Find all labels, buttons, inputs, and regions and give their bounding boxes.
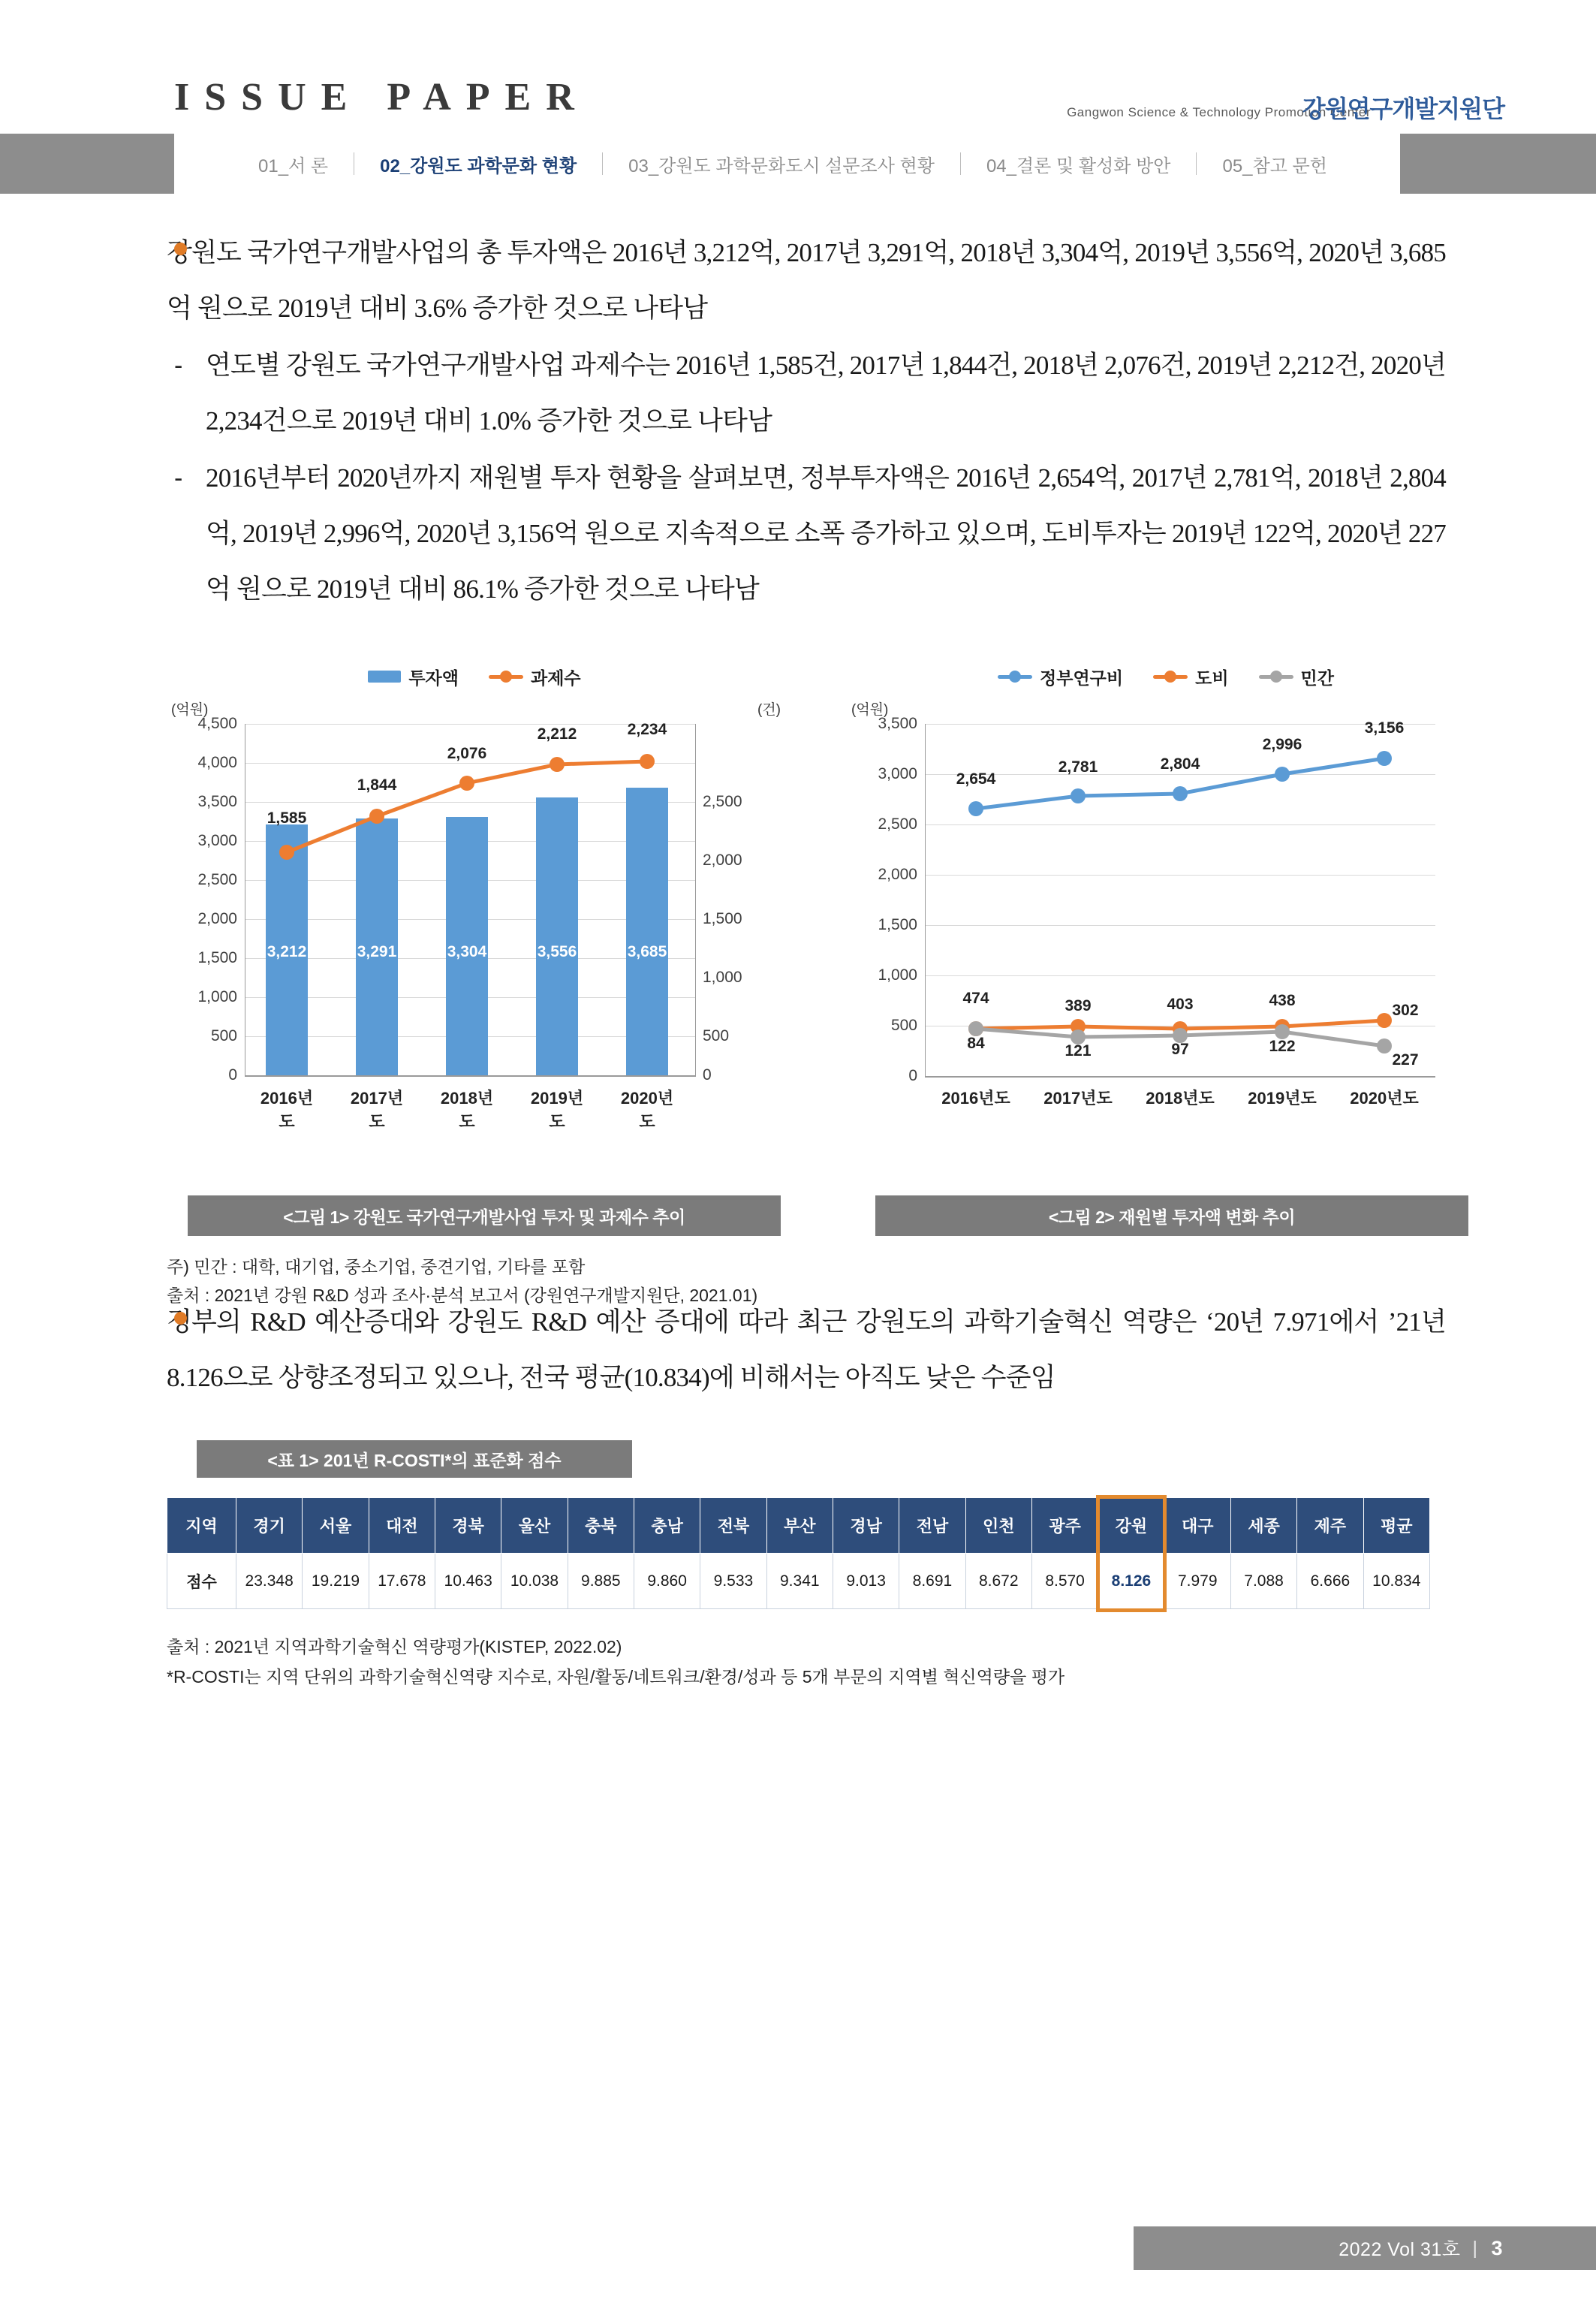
legend-line-swatch bbox=[1153, 675, 1188, 679]
legend-label: 과제수 bbox=[531, 668, 581, 688]
table-header-row bbox=[167, 1498, 1430, 1554]
province-value-label: 121 bbox=[1065, 1042, 1092, 1060]
figure-1-caption: <그림 1> 강원도 국가연구개발사업 투자 및 과제수 추이 bbox=[188, 1195, 781, 1236]
gov-value-label: 3,156 bbox=[1364, 719, 1405, 737]
table-row bbox=[167, 1554, 1430, 1609]
cell-score-jeju: 6.666 bbox=[1297, 1554, 1363, 1609]
figures-row bbox=[0, 659, 1596, 1305]
col-header-seoul: 서울 bbox=[303, 1498, 369, 1554]
col-header-sejong: 세종 bbox=[1230, 1498, 1296, 1554]
province-value-label: 122 bbox=[1269, 1038, 1296, 1055]
col-header-daejeon: 대전 bbox=[369, 1498, 435, 1554]
line-point-2018 bbox=[459, 776, 474, 791]
row-header-score: 점수 bbox=[167, 1554, 236, 1609]
col-header-gangwon: 강원 bbox=[1098, 1498, 1164, 1554]
footer-bar bbox=[1134, 2226, 1596, 2270]
cell-score-gyeongbuk: 10.463 bbox=[435, 1554, 501, 1609]
bar-value-label: 3,556 bbox=[537, 943, 577, 960]
x-tick-label: 2020년도 bbox=[620, 1089, 674, 1131]
footer-page-number: 3 bbox=[1491, 2236, 1503, 2259]
table-caption: <표 1> 201년 R-COSTI*의 표준화 점수 bbox=[197, 1440, 632, 1478]
col-header-ulsan: 울산 bbox=[501, 1498, 568, 1554]
col-header-jeonnam: 전남 bbox=[899, 1498, 965, 1554]
y-tick: 4,500 bbox=[197, 715, 237, 732]
y-tick-right: 2,000 bbox=[703, 852, 742, 869]
figure-2-legend bbox=[847, 659, 1485, 694]
y-tick: 0 bbox=[908, 1067, 917, 1084]
private-value-label: 438 bbox=[1269, 992, 1296, 1009]
y-tick: 3,000 bbox=[878, 765, 917, 782]
y-tick-right: 1,000 bbox=[703, 969, 742, 986]
line-value-label: 1,844 bbox=[357, 776, 397, 794]
bullet-text: 정부의 R&D 예산증대와 강원도 R&D 예산 증대에 따라 최근 강원도의 과학기술혁신 역량은 ‘20년 7.971에서 ’21년 8.126으로 상향조정되고 있으나, 전국 평균(10.834)에 비해서는 아직도 낮은 수준임 bbox=[167, 1307, 1446, 1392]
gov-point-2017 bbox=[1071, 788, 1086, 803]
private-point-2019 bbox=[1275, 1024, 1290, 1039]
legend-entry-investment bbox=[368, 665, 459, 689]
col-header-busan: 부산 bbox=[766, 1498, 833, 1554]
nav-item-04[interactable]: 04_결론 및 활성화 방안 bbox=[986, 155, 1171, 176]
bar-value-label: 3,212 bbox=[267, 943, 307, 960]
x-tick-label: 2017년도 bbox=[1043, 1089, 1113, 1108]
legend-bar-swatch bbox=[368, 671, 401, 683]
y-tick: 1,500 bbox=[878, 916, 917, 933]
line-value-label: 2,234 bbox=[627, 721, 667, 738]
cell-score-seoul: 19.219 bbox=[303, 1554, 369, 1609]
legend-entry-projects bbox=[489, 665, 581, 689]
bullet-list-bottom bbox=[0, 1295, 1596, 1406]
page-footer bbox=[0, 2210, 1596, 2306]
gov-value-label: 2,996 bbox=[1262, 736, 1302, 753]
x-tick-label: 2019년도 bbox=[1248, 1089, 1317, 1108]
col-header-gyeongnam: 경남 bbox=[833, 1498, 899, 1554]
legend-line-swatch bbox=[489, 675, 523, 679]
gov-point-2020 bbox=[1377, 751, 1392, 766]
gov-point-2016 bbox=[968, 801, 983, 816]
figure-2-caption: <그림 2> 재원별 투자액 변화 추이 bbox=[875, 1195, 1468, 1236]
document-body bbox=[0, 194, 1596, 1692]
bullet-text: 강원도 국가연구개발사업의 총 투자액은 2016년 3,212억, 2017년 3,291억, 2018년 3,304억, 2019년 3,556억, 2020년 3,685억 원으로 2019년 대비 3.6% 증가한 것으로 나타남 bbox=[167, 238, 1446, 323]
legend-label: 도비 bbox=[1195, 668, 1229, 688]
gov-value-label: 2,781 bbox=[1058, 758, 1098, 776]
y-tick: 2,000 bbox=[197, 910, 237, 927]
list-item bbox=[167, 225, 1446, 336]
bullet-text: 2016년부터 2020년까지 재원별 투자 현황을 살펴보면, 정부투자액은 2016년 2,654억, 2017년 2,781억, 2018년 2,804억, 2019년 2,996억, 2020년 3,156억 원으로 지속적으로 소폭 증가하고 있으며, 도비투자는 2019년 122억, 2020년 227억 원으로 2019년 대비 86.1% 증가한 것으로 나타남 bbox=[206, 463, 1446, 604]
col-header-region: 지역 bbox=[167, 1498, 236, 1554]
y-tick-right: 500 bbox=[703, 1027, 730, 1044]
x-tick-label: 2020년도 bbox=[1350, 1089, 1419, 1108]
line-point-2017 bbox=[369, 809, 384, 824]
line-point-2020 bbox=[640, 754, 655, 769]
y-tick: 3,500 bbox=[878, 715, 917, 732]
private-value-label: 389 bbox=[1065, 997, 1092, 1014]
col-header-jeju: 제주 bbox=[1297, 1498, 1363, 1554]
footer-volume: 2022 Vol 31호 bbox=[1339, 2239, 1461, 2260]
legend-line-swatch bbox=[1259, 675, 1293, 679]
table-section bbox=[0, 1440, 1596, 1692]
col-header-jeonbuk: 전북 bbox=[700, 1498, 766, 1554]
figure-1-plot bbox=[167, 698, 782, 1156]
cell-score-incheon: 8.672 bbox=[965, 1554, 1031, 1609]
cell-score-daejeon: 17.678 bbox=[369, 1554, 435, 1609]
nav-item-05[interactable]: 05_참고 문헌 bbox=[1222, 155, 1327, 176]
y-tick: 1,500 bbox=[197, 949, 237, 966]
cell-score-chungnam: 9.860 bbox=[634, 1554, 700, 1609]
col-header-chungbuk: 충북 bbox=[568, 1498, 634, 1554]
list-item bbox=[167, 338, 1446, 449]
col-header-gyeonggi: 경기 bbox=[236, 1498, 303, 1554]
gov-value-label: 2,804 bbox=[1160, 755, 1200, 773]
bullet-dash-icon: - bbox=[174, 351, 183, 380]
nav-item-02[interactable]: 02_강원도 과학문화 현황 bbox=[380, 155, 577, 176]
private-value-label: 474 bbox=[962, 990, 989, 1007]
y-tick: 3,000 bbox=[197, 832, 237, 849]
y-tick: 500 bbox=[890, 1017, 917, 1034]
cell-score-gangwon: 8.126 bbox=[1098, 1554, 1164, 1609]
private-value-label: 302 bbox=[1392, 1002, 1419, 1019]
figure-1-unit-left: (억원) bbox=[171, 702, 209, 718]
legend-label: 민간 bbox=[1300, 668, 1334, 688]
table-notes bbox=[167, 1632, 1596, 1692]
cell-score-daegu: 7.979 bbox=[1164, 1554, 1230, 1609]
figure-1-legend bbox=[167, 659, 782, 694]
cell-score-gyeonggi: 23.348 bbox=[236, 1554, 303, 1609]
legend-label: 투자액 bbox=[408, 668, 459, 688]
y-tick-right: 2,500 bbox=[703, 793, 742, 810]
province-value-label: 97 bbox=[1171, 1041, 1189, 1058]
line-value-label: 1,585 bbox=[267, 809, 307, 827]
bullet-list-top bbox=[0, 225, 1596, 617]
cell-score-average: 10.834 bbox=[1363, 1554, 1429, 1609]
cell-score-gwangju: 8.570 bbox=[1031, 1554, 1098, 1609]
y-tick: 4,000 bbox=[197, 754, 237, 771]
legend-entry-government bbox=[998, 665, 1123, 689]
x-tick-label: 2018년도 bbox=[440, 1089, 494, 1131]
rcosti-table bbox=[167, 1497, 1430, 1609]
org-name-korean: 강원연구개발지원단 bbox=[1302, 95, 1504, 122]
figure-2-plot bbox=[847, 698, 1485, 1156]
col-header-average: 평균 bbox=[1363, 1498, 1429, 1554]
line-point-2016 bbox=[279, 845, 294, 860]
col-header-chungnam: 충남 bbox=[634, 1498, 700, 1554]
col-header-gwangju: 광주 bbox=[1031, 1498, 1098, 1554]
cell-score-chungbuk: 9.885 bbox=[568, 1554, 634, 1609]
bullet-dash-icon: - bbox=[174, 464, 183, 493]
col-header-daegu: 대구 bbox=[1164, 1498, 1230, 1554]
y-tick: 1,000 bbox=[878, 966, 917, 984]
private-point-2016 bbox=[968, 1021, 983, 1036]
bullet-dot-icon bbox=[167, 1295, 187, 1350]
gov-value-label: 2,654 bbox=[956, 770, 996, 788]
y-tick: 500 bbox=[210, 1027, 237, 1044]
note-line-2: 출처 : 2021년 강원 R&D 성과 조사·분석 보고서 (강원연구개발지원단, 2021.01) bbox=[167, 1286, 758, 1305]
figure-1-unit-right: (건) bbox=[757, 702, 781, 718]
y-tick: 2,500 bbox=[878, 815, 917, 833]
col-header-incheon: 인천 bbox=[965, 1498, 1031, 1554]
line-value-label: 2,076 bbox=[447, 745, 487, 762]
legend-label: 정부연구비 bbox=[1040, 668, 1124, 688]
footer-separator: | bbox=[1472, 2237, 1478, 2259]
legend-line-swatch bbox=[998, 675, 1032, 679]
gov-point-2018 bbox=[1173, 786, 1188, 801]
page-title: ISSUE PAPER bbox=[174, 76, 589, 119]
private-value-label: 403 bbox=[1167, 996, 1194, 1013]
x-tick-label: 2019년도 bbox=[530, 1089, 584, 1131]
legend-entry-province bbox=[1153, 665, 1228, 689]
nav-item-03[interactable]: 03_강원도 과학문화도시 설문조사 현황 bbox=[628, 155, 935, 176]
cell-score-ulsan: 10.038 bbox=[501, 1554, 568, 1609]
x-tick-label: 2017년도 bbox=[350, 1089, 404, 1131]
y-tick: 3,500 bbox=[197, 793, 237, 810]
page-header bbox=[0, 0, 1596, 134]
gov-point-2019 bbox=[1275, 767, 1290, 782]
cell-score-busan: 9.341 bbox=[766, 1554, 833, 1609]
cell-score-sejong: 7.088 bbox=[1230, 1554, 1296, 1609]
bar-value-label: 3,304 bbox=[447, 943, 487, 960]
line-value-label: 2,212 bbox=[537, 725, 577, 743]
y-tick: 0 bbox=[228, 1066, 237, 1084]
list-item bbox=[167, 1295, 1446, 1406]
table-note-line-1: 출처 : 2021년 지역과학기술혁신 역량평가(KISTEP, 2022.02) bbox=[167, 1637, 622, 1656]
figure-1-chart bbox=[167, 659, 782, 1185]
x-tick-label: 2016년도 bbox=[941, 1089, 1010, 1108]
province-value-label: 227 bbox=[1392, 1051, 1419, 1069]
bar-value-label: 3,685 bbox=[627, 943, 667, 960]
y-tick: 2,500 bbox=[197, 871, 237, 888]
cell-score-jeonnam: 8.691 bbox=[899, 1554, 965, 1609]
legend-entry-private bbox=[1259, 665, 1334, 689]
bar-value-label: 3,291 bbox=[357, 943, 397, 960]
x-tick-label: 2016년도 bbox=[260, 1089, 314, 1131]
province-value-label: 84 bbox=[967, 1035, 985, 1052]
y-tick: 1,000 bbox=[197, 988, 237, 1005]
y-tick-right: 0 bbox=[703, 1066, 712, 1084]
bullet-text: 연도별 강원도 국가연구개발사업 과제수는 2016년 1,585건, 2017년 1,844건, 2018년 2,076건, 2019년 2,212건, 2020년 2,234건으로 2019년 대비 1.0% 증가한 것으로 나타남 bbox=[206, 351, 1446, 436]
line-point-2019 bbox=[550, 757, 565, 772]
figure-2-chart bbox=[847, 659, 1485, 1185]
col-header-gyeongbuk: 경북 bbox=[435, 1498, 501, 1554]
y-tick: 2,000 bbox=[878, 866, 917, 883]
note-line-1: 주) 민간 : 대학, 대기업, 중소기업, 중견기업, 기타를 포함 bbox=[167, 1257, 586, 1277]
table-note-line-2: *R-COSTI는 지역 단위의 과학기술혁신역량 지수로, 자원/활동/네트워크/환경/성과 등 5개 부문의 지역별 혁신역량을 평가 bbox=[167, 1667, 1065, 1687]
cell-score-gyeongnam: 9.013 bbox=[833, 1554, 899, 1609]
x-tick-label: 2018년도 bbox=[1146, 1089, 1215, 1108]
org-name-english: Gangwon Science & Technology Promotion Center bbox=[1067, 105, 1371, 119]
nav-item-01[interactable]: 01_서 론 bbox=[258, 155, 329, 176]
y-tick-right: 1,500 bbox=[703, 910, 742, 927]
list-item bbox=[167, 451, 1446, 617]
section-navbar bbox=[174, 134, 1400, 194]
bullet-dot-icon bbox=[167, 225, 187, 281]
cell-score-jeonbuk: 9.533 bbox=[700, 1554, 766, 1609]
figure-2-unit-left: (억원) bbox=[851, 702, 889, 718]
